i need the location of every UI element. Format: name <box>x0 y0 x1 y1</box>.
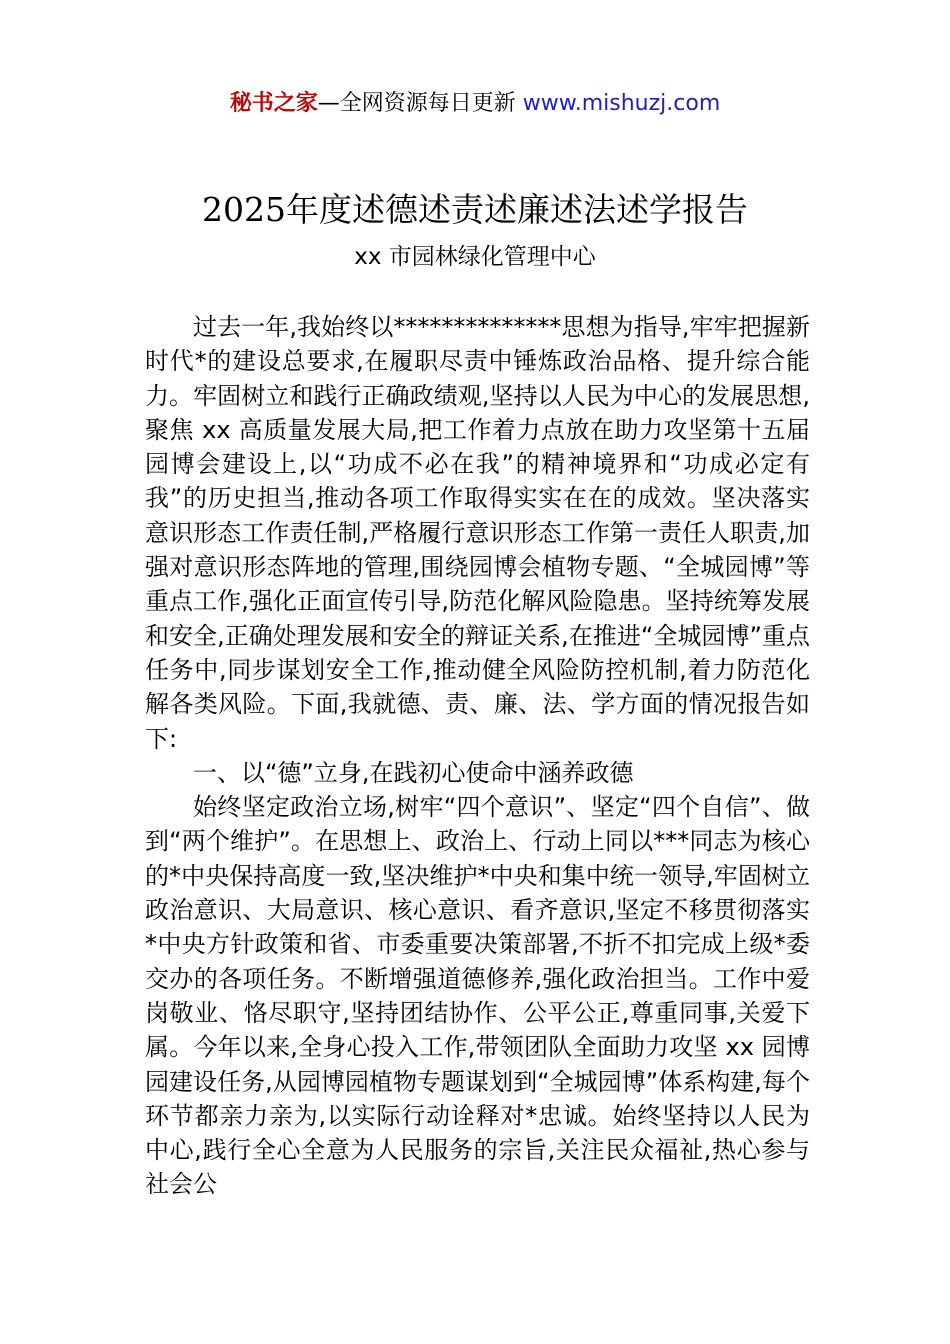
site-tagline: —全网资源每日更新 <box>317 91 516 116</box>
body-paragraph-section-1: 始终坚定政治立场,树牢“四个意识”、坚定“四个自信”、做到“两个维护”。在思想上、政治上、行动上同以***同志为核心的*中央保持高度一致,坚决维护*中央和集中统一领导,牢固树立政治意识、大局意识、核心意识、看齐意识,坚定不移贯彻落实*中央方针政策和省、市委重要决策部署,不折不扣完成上级*委交办的各项任务。不断增强道德修养,强化政治担当。工作中爱岗敬业、恪尽职守,坚持团结协作、公平公正,尊重同事,关爱下属。今年以来,全身心投入工作,带领团队全面助力攻坚 xx 园博园建设任务,从园博园植物专题谋划到“全城园博”体系构建,每个环节都亲力亲为,以实际行动诠释对*忠诚。始终坚持以人民为中心,践行全心全意为人民服务的宗旨,关注民众福祉,热心参与社会公 <box>145 793 810 1199</box>
document-body <box>145 310 810 1202</box>
document-title-text: 年度述德述责述廉述法述学报告 <box>285 190 748 229</box>
document-title <box>0 188 950 232</box>
section-heading-1: 一、以“德”立身,在践初心使命中涵养政德 <box>193 758 634 787</box>
site-header <box>0 86 950 122</box>
site-brand[interactable]: 秘书之家 <box>229 91 318 116</box>
document-title-year: 2025 <box>202 190 286 229</box>
document-subtitle: xx 市园林绿化管理中心 <box>354 244 596 270</box>
body-paragraph-intro: 过去一年,我始终以**************思想为指导,牢牢把握新时代*的建设总要求,在履职尽责中锤炼政治品格、提升综合能力。牢固树立和践行正确政绩观,坚持以人民为中心的发展思想,聚焦 xx 高质量发展大局,把工作着力点放在助力攻坚第十五届园博会建设上,以“功成不必在我”的精神境界和“功成必定有我”的历史担当,推动各项工作取得实实在在的成效。坚决落实意识形态工作责任制,严格履行意识形态工作第一责任人职责,加强对意识形态阵地的管理,围绕园博会植物专题、“全城园博”等重点工作,强化正面宣传引导,防范化解风险隐患。坚持统筹发展和安全,正确处理发展和安全的辩证关系,在推进“全城园博”重点任务中,同步谋划安全工作,推动健全风险防控机制,着力防范化解各类风险。下面,我就德、责、廉、法、学方面的情况报告如下: <box>145 313 810 753</box>
site-url-link[interactable]: www.mishuzj.com <box>522 91 721 116</box>
